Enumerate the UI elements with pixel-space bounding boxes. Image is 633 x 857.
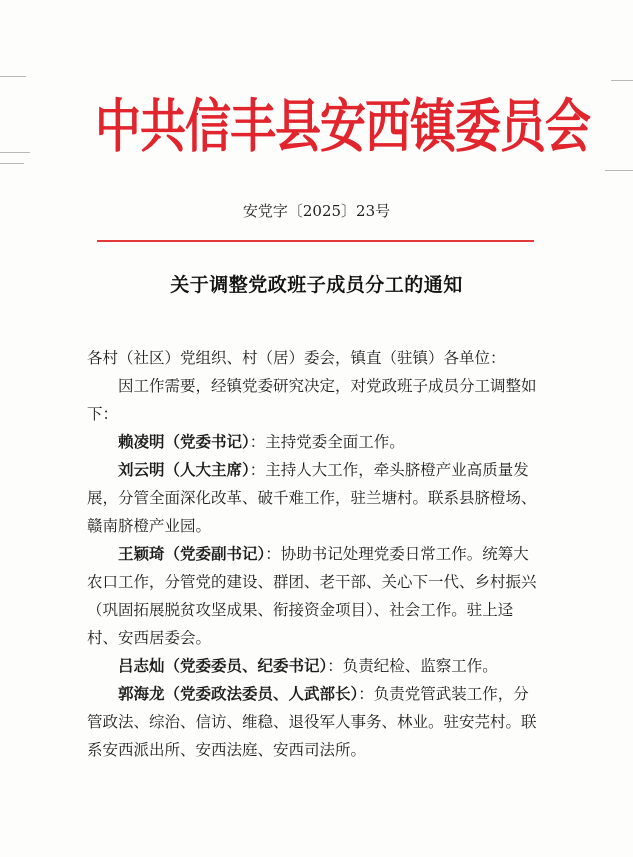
document-title: 关于调整党政班子成员分工的通知 xyxy=(170,274,463,296)
member-duties: ：协助书记处理党委日常工作。统筹大农口工作，分管党的建设、群团、老干部、关心下一代、乡村振兴（巩固拓展脱贫攻坚成果、衔接资金项目）、社会工作。驻上迳村、安西居委会。 xyxy=(87,545,537,647)
member-paragraph xyxy=(87,680,537,764)
member-paragraph xyxy=(87,652,537,680)
intro-paragraph: 因工作需要，经镇党委研究决定，对党政班子成员分工调整如下： xyxy=(87,377,537,423)
member-duties: ：负责党管武装工作，分管政法、综治、信访、维稳、退役军人事务、林业。驻安芫村。联系安西派出所、安西法庭、安西司法所。 xyxy=(87,685,537,759)
scan-edge-mark xyxy=(0,76,26,77)
red-separator-line xyxy=(97,240,534,242)
member-duties: ：主持党委全面工作。 xyxy=(249,433,405,451)
document-masthead: 中共信丰县安西镇委员会 xyxy=(95,92,590,160)
member-paragraph xyxy=(87,428,537,456)
member-duties: ：负责纪检、监察工作。 xyxy=(327,657,498,675)
scan-edge-mark xyxy=(0,152,30,153)
member-name-role: 王颖琦（党委副书记） xyxy=(118,545,266,563)
member-name-role: 吕志灿（党委委员、纪委书记） xyxy=(118,657,328,675)
document-number: 安党字〔2025〕23号 xyxy=(242,202,391,220)
scan-edge-mark xyxy=(611,80,633,81)
addressee-line: 各村（社区）党组织、村（居）委会，镇直（驻镇）各单位： xyxy=(87,349,506,367)
member-paragraph xyxy=(87,456,537,540)
scan-edge-mark xyxy=(605,170,633,171)
member-name-role: 郭海龙（党委政法委员、人武部长） xyxy=(118,685,359,703)
member-name-role: 刘云明（人大主席） xyxy=(118,461,250,479)
scan-edge-mark xyxy=(0,163,24,164)
document-body xyxy=(87,344,537,764)
member-paragraph xyxy=(87,540,537,652)
member-duties: ：主持人大工作，牵头脐橙产业高质量发展，分管全面深化改革、破千难工作，驻兰塘村。联系县脐橙场、赣南脐橙产业园。 xyxy=(87,461,537,535)
member-name-role: 赖凌明（党委书记） xyxy=(118,433,250,451)
